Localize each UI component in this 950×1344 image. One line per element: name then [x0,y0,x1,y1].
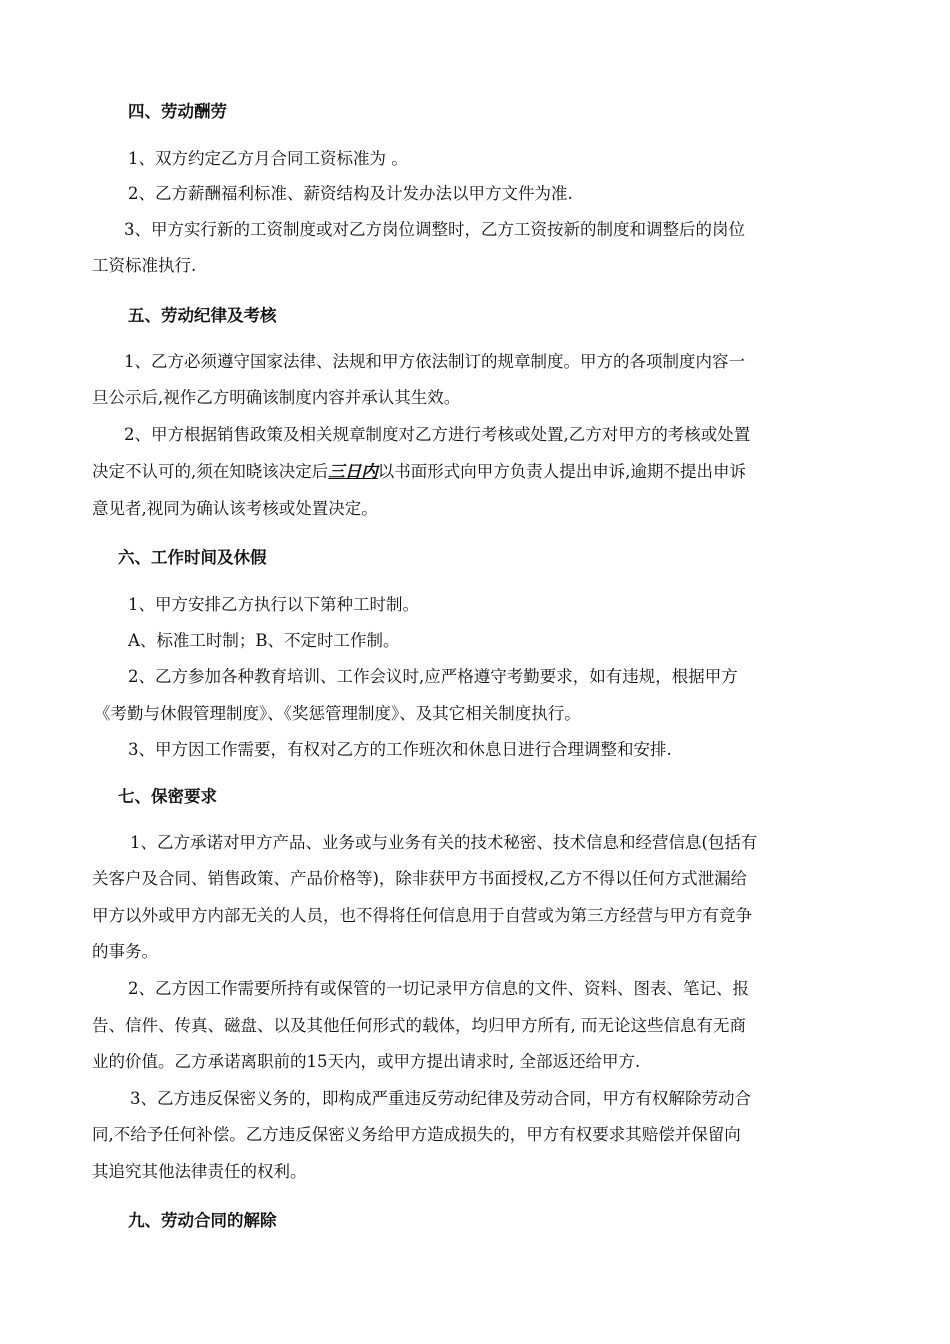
paragraph-line: 3、甲方实行新的工资制度或对乙方岗位调整时，乙方工资按新的制度和调整后的岗位 [124,220,745,239]
paragraph-line: 其追究其他法律责任的权利。 [92,1162,307,1181]
emphasis-three-days: 三日内 [328,462,378,481]
paragraph-line: 3、乙方违反保密义务的，即构成严重违反劳动纪律及劳动合同，甲方有权解除劳动合 [130,1089,751,1108]
paragraph-line: 《考勤与休假管理制度》、《奖惩管理制度》、及其它相关制度执行。 [94,704,581,723]
paragraph-line: 2、乙方薪酬福利标准、薪资结构及计发办法以甲方文件为准. [128,184,573,203]
paragraph-line: 2、乙方参加各种教育培训、工作会议时,应严格遵守考勤要求，如有违规，根据甲方 [128,667,738,686]
section-heading-9: 九、劳动合同的解除 [128,1211,277,1230]
paragraph-text: 决定不认可的,须在知晓该决定后 [92,462,329,481]
paragraph-line: 甲方以外或甲方内部无关的人员，也不得将任何信息用于自营或为第三方经营与甲方有竞争 [92,906,752,925]
paragraph-line: 关客户及合同、销售政策、产品价格等)，除非获甲方书面授权,乙方不得以任何方式泄漏给 [92,869,748,888]
paragraph-line: 1、乙方必须遵守国家法律、法规和甲方依法制订的规章制度。甲方的各项制度内容一 [124,352,745,371]
paragraph-line: 意见者,视同为确认该考核或处置决定。 [92,499,378,518]
paragraph-line: 1、乙方承诺对甲方产品、业务或与业务有关的技术秘密、技术信息和经营信息(包括有 [130,833,758,852]
paragraph-line: 工资标准执行. [92,256,197,275]
paragraph-line: A、标准工时制；B、不定时工作制。 [128,631,400,650]
paragraph-line: 1、甲方安排乙方执行以下第种工时制。 [128,595,419,614]
paragraph-line: 业的价值。乙方承诺离职前的15天内，或甲方提出请求时, 全部返还给甲方. [92,1052,641,1071]
section-heading-5: 五、劳动纪律及考核 [128,306,277,325]
paragraph-line: 2、甲方根据销售政策及相关规章制度对乙方进行考核或处置,乙方对甲方的考核或处置 [124,425,751,444]
paragraph-line: 3、甲方因工作需要，有权对乙方的工作班次和休息日进行合理调整和安排. [128,740,672,759]
paragraph-line: 的事务。 [92,942,158,961]
paragraph-line: 同,不给予任何补偿。乙方违反保密义务给甲方造成损失的，甲方有权要求其赔偿并保留向 [92,1125,741,1144]
paragraph-line: 2、乙方因工作需要所持有或保管的一切记录甲方信息的文件、资料、图表、笔记、报 [128,979,749,998]
section-heading-4: 四、劳动酬劳 [128,102,227,121]
section-heading-6: 六、工作时间及休假 [118,548,267,567]
paragraph-line: 告、信件、传真、磁盘、以及其他任何形式的载体，均归甲方所有, 而无论这些信息有无商 [92,1016,746,1035]
paragraph-line: 旦公示后,视作乙方明确该制度内容并承认其生效。 [92,388,461,407]
paragraph-text: 以书面形式向甲方负责人提出申诉,逾期不提出申诉 [377,462,746,481]
paragraph-line [92,461,746,483]
section-heading-7: 七、保密要求 [118,787,217,806]
paragraph-line: 1、双方约定乙方月合同工资标准为 。 [128,149,408,168]
